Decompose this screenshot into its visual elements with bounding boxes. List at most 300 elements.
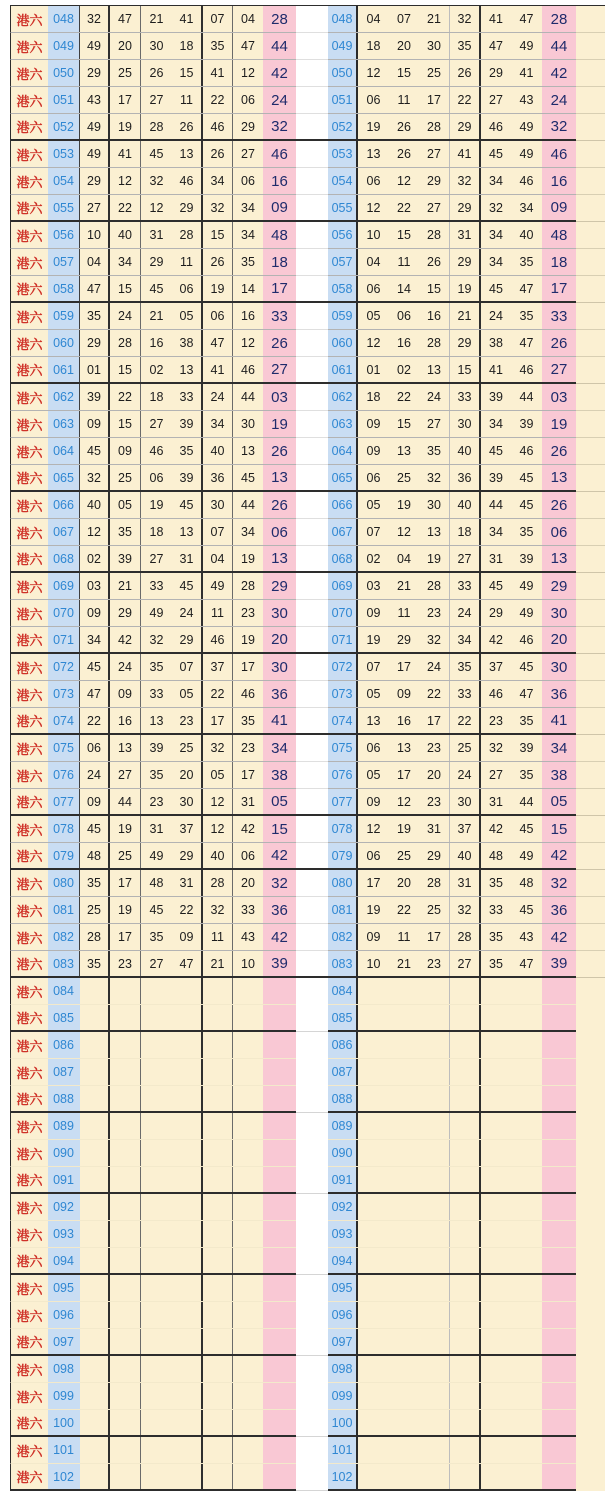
issue-number: 086 [48,1032,80,1058]
issue-number: 077 [328,789,358,814]
sorted-number: 46 [489,119,503,134]
issue-number: 049 [48,33,80,59]
left-table-row [10,141,296,168]
sorted-number: 15 [450,357,481,382]
drawn-number: 35 [203,33,233,59]
drawn-number: 20 [110,33,141,59]
special-number: 36 [542,681,576,707]
table-row [10,141,605,168]
drawn-number [141,1167,172,1192]
sorted-number: 43 [519,93,534,107]
sorted-number: 18 [366,390,381,404]
issue-number: 062 [48,384,80,410]
drawn-number: 24 [172,600,203,626]
left-table-row [10,1167,296,1194]
sorted-number [450,978,481,1004]
lottery-name-label: 港六 [16,633,43,648]
sorted-number [358,1410,389,1435]
sorted-number: 17 [397,660,411,674]
issue-number: 085 [328,1005,358,1030]
table-row [10,870,605,897]
drawn-number [110,1275,141,1301]
right-edge-strip [576,1437,605,1464]
lottery-name-label: 港六 [16,660,43,676]
left-table-row [10,60,296,87]
drawn-number [203,1221,233,1247]
special-number: 15 [263,816,296,842]
sorted-number [481,1005,511,1030]
sorted-number: 09 [366,606,381,620]
lottery-name-label: 港六 [16,12,43,28]
sorted-number: 41 [450,141,481,167]
sorted-number [389,1437,419,1463]
table-gap [296,1410,328,1437]
right-table-row [328,546,576,573]
drawn-number [233,1032,263,1058]
sorted-number [389,1302,419,1328]
sorted-number: 45 [519,822,534,836]
drawn-number [141,1437,172,1463]
right-edge-strip [576,1113,605,1140]
drawn-number: 49 [203,573,233,599]
sorted-number: 17 [419,87,450,113]
sorted-number [358,978,389,1004]
issue-number: 088 [328,1086,358,1111]
sorted-number [450,1437,481,1463]
drawn-number: 42 [241,822,255,836]
right-edge-strip [576,411,605,438]
sorted-number: 19 [366,119,381,134]
drawn-number [233,1248,263,1273]
drawn-number: 12 [110,168,141,194]
right-edge-strip [576,951,605,978]
drawn-number: 21 [203,951,233,976]
sorted-number: 23 [419,951,450,976]
sorted-number [389,1032,419,1058]
drawn-number: 03 [80,573,110,599]
drawn-number: 13 [172,141,203,167]
sorted-number: 07 [366,525,381,539]
sorted-number: 49 [519,147,534,161]
drawn-number [233,1140,263,1166]
drawn-number [110,1329,141,1354]
special-number [542,1221,576,1247]
right-table-row [328,1356,576,1383]
special-number [542,1356,576,1382]
table-gap [296,1275,328,1302]
drawn-number: 46 [203,114,233,139]
special-number: 42 [542,843,576,868]
sorted-number [419,1113,450,1139]
left-table-row [10,735,296,762]
sorted-number [389,978,419,1004]
drawn-number: 01 [80,357,110,382]
issue-number: 096 [328,1302,358,1328]
right-table-row [328,1140,576,1167]
drawn-number: 16 [241,309,255,323]
left-table-row [10,600,296,627]
sorted-number: 34 [489,417,503,431]
right-edge-strip [576,978,605,1005]
issue-number: 057 [328,249,358,275]
sorted-number: 46 [519,632,534,647]
issue-number: 099 [48,1383,80,1409]
drawn-number: 02 [80,546,110,571]
drawn-number: 35 [80,951,110,976]
sorted-number: 40 [450,492,481,518]
drawn-number [110,1059,141,1085]
sorted-number: 03 [366,579,381,593]
drawn-number: 18 [149,390,164,404]
right-edge-strip [576,1248,605,1275]
right-edge-strip [576,600,605,627]
drawn-number [110,1302,141,1328]
right-table-row [328,681,576,708]
sorted-number: 41 [519,66,534,80]
special-number: 20 [542,627,576,652]
drawn-number: 09 [80,600,110,626]
drawn-number [110,1248,141,1273]
right-table-row [328,1194,576,1221]
sorted-number [389,1140,419,1166]
sorted-number: 06 [366,93,381,107]
sorted-number: 19 [397,822,411,836]
right-edge-strip [576,1464,605,1491]
sorted-number: 24 [419,384,450,410]
right-edge-strip [576,168,605,195]
lottery-name-label: 港六 [16,768,43,784]
sorted-number: 12 [397,174,411,188]
drawn-number [172,1059,203,1085]
right-edge-strip [576,897,605,924]
drawn-number: 33 [149,687,164,701]
issue-number: 049 [328,33,358,59]
issue-number: 054 [48,168,80,194]
sorted-number [419,1194,450,1220]
left-table-row [10,708,296,735]
sorted-number: 29 [489,606,503,620]
sorted-number [450,1302,481,1328]
special-number: 48 [263,222,296,248]
issue-number: 094 [48,1248,80,1273]
sorted-number: 39 [519,417,534,431]
sorted-number: 32 [419,465,450,490]
left-table-row [10,1086,296,1113]
drawn-number: 29 [241,119,255,134]
special-number: 03 [542,384,576,410]
table-gap [296,1194,328,1221]
sorted-number: 35 [450,33,481,59]
table-gap [296,546,328,573]
table-row [10,1032,605,1059]
issue-number: 074 [328,708,358,733]
lottery-name-label: 港六 [16,849,43,864]
issue-number: 055 [48,195,80,220]
sorted-number: 29 [419,168,450,194]
sorted-number: 05 [366,768,381,782]
sorted-number: 32 [450,6,481,32]
table-row [10,33,605,60]
sorted-number: 25 [397,470,411,485]
sorted-number: 27 [450,546,481,571]
drawn-number: 12 [241,66,255,80]
sorted-number: 49 [519,119,534,134]
table-gap [296,951,328,978]
drawn-number: 32 [203,195,233,220]
right-table-row [328,330,576,357]
drawn-number: 05 [203,762,233,788]
issue-number: 067 [48,519,80,545]
sorted-number [481,1410,511,1435]
right-table-row [328,1221,576,1248]
drawn-number [141,1383,172,1409]
issue-number: 093 [328,1221,358,1247]
sorted-number [481,1059,511,1085]
left-table-row [10,114,296,141]
table-row [10,897,605,924]
left-table-row [10,1437,296,1464]
drawn-number [172,1356,203,1382]
special-number: 42 [542,924,576,950]
special-number: 24 [542,87,576,113]
sorted-number [419,1221,450,1247]
left-table-row [10,1410,296,1437]
drawn-number: 49 [149,848,164,863]
issue-number: 078 [328,816,358,842]
right-table-row [328,1059,576,1086]
right-table-row [328,762,576,789]
sorted-number: 30 [450,411,481,437]
sorted-number [511,1464,542,1489]
drawn-number [141,1032,172,1058]
sorted-number: 45 [489,444,503,458]
drawn-number [203,1194,233,1220]
drawn-number: 15 [172,60,203,86]
drawn-number [80,1086,110,1111]
lottery-name-label: 港六 [16,39,43,55]
drawn-number: 43 [80,87,110,113]
table-gap [296,357,328,384]
sorted-number: 32 [419,627,450,652]
right-table-row [328,1167,576,1194]
sorted-number: 31 [450,222,481,248]
special-number [263,1464,296,1489]
issue-number: 071 [328,627,358,652]
drawn-number [233,1302,263,1328]
drawn-number: 15 [110,411,141,437]
drawn-number [233,1356,263,1382]
sorted-number: 28 [450,924,481,950]
left-table-row [10,573,296,600]
right-edge-strip [576,1059,605,1086]
drawn-number [203,1059,233,1085]
drawn-number [80,1302,110,1328]
right-edge-strip [576,1329,605,1356]
special-number: 44 [263,33,296,59]
drawn-number: 15 [203,222,233,248]
drawn-number: 40 [203,438,233,464]
right-edge-strip [576,573,605,600]
issue-number: 056 [48,222,80,248]
sorted-number: 35 [419,438,450,464]
issue-number: 084 [328,978,358,1004]
lottery-name-label: 港六 [16,1092,43,1107]
right-edge-strip [576,303,605,330]
drawn-number: 35 [241,713,255,728]
drawn-number: 18 [172,33,203,59]
drawn-number [233,1005,263,1030]
issue-number: 095 [48,1275,80,1301]
sorted-number [481,1167,511,1192]
lottery-name-label: 港六 [16,795,43,810]
sorted-number: 09 [366,417,381,431]
sorted-number: 09 [366,930,381,944]
drawn-number [203,1329,233,1354]
drawn-number: 37 [203,654,233,680]
drawn-number [80,1194,110,1220]
drawn-number: 34 [241,228,255,242]
lottery-name-label: 港六 [16,147,43,163]
left-table-row [10,816,296,843]
sorted-number [419,1032,450,1058]
issue-number: 065 [328,465,358,490]
sorted-number [511,1194,542,1220]
right-edge-strip [576,1032,605,1059]
issue-number: 070 [328,600,358,626]
lottery-name-label: 港六 [16,498,43,514]
special-number: 26 [263,438,296,464]
sorted-number [511,1059,542,1085]
lottery-name-label: 港六 [16,1335,43,1350]
right-table-row [328,789,576,816]
lottery-name-label: 港六 [16,1173,43,1188]
table-row [10,789,605,816]
drawn-number: 20 [172,762,203,788]
issue-number: 059 [48,303,80,329]
sorted-number [419,1248,450,1273]
drawn-number [141,1059,172,1085]
sorted-number: 32 [450,168,481,194]
table-row [10,60,605,87]
drawn-number [203,1167,233,1192]
sorted-number: 45 [519,660,534,674]
sorted-number: 31 [489,551,503,566]
issue-number: 057 [48,249,80,275]
left-table-row [10,1275,296,1302]
drawn-number: 06 [172,276,203,301]
sorted-number: 39 [489,470,503,485]
drawn-number: 13 [241,444,255,458]
lottery-name-label: 港六 [16,1011,43,1026]
drawn-number: 09 [110,438,141,464]
sorted-number: 05 [366,309,381,323]
drawn-number: 19 [241,632,255,647]
drawn-number: 15 [110,357,141,382]
drawn-number [110,1437,141,1463]
drawn-number: 12 [203,816,233,842]
right-table-row [328,438,576,465]
drawn-number: 23 [241,741,255,755]
sorted-number: 31 [489,794,503,809]
right-table-row [328,222,576,249]
sorted-number: 16 [397,336,411,350]
table-row [10,438,605,465]
sorted-number: 30 [419,33,450,59]
right-edge-strip [576,654,605,681]
sorted-number: 32 [450,897,481,923]
sorted-number: 04 [366,255,381,269]
special-number [263,1248,296,1273]
right-table-row [328,735,576,762]
drawn-number [172,1302,203,1328]
lottery-name-label: 港六 [16,93,43,109]
drawn-number: 46 [241,362,255,377]
right-table-row [328,1437,576,1464]
special-number [542,1437,576,1463]
drawn-number [110,1221,141,1247]
issue-number: 063 [328,411,358,437]
drawn-number: 45 [172,492,203,518]
drawn-number: 17 [110,924,141,950]
drawn-number: 29 [172,627,203,652]
sorted-number: 35 [489,956,503,971]
sorted-number: 33 [450,573,481,599]
drawn-number: 25 [110,465,141,490]
drawn-number [233,1221,263,1247]
sorted-number: 23 [419,789,450,814]
right-table-row [328,951,576,978]
lottery-name-label: 港六 [16,1308,43,1324]
issue-number: 090 [328,1140,358,1166]
lottery-name-label: 港六 [16,1470,43,1485]
sorted-number: 26 [419,249,450,275]
sorted-number: 30 [450,789,481,814]
sorted-number [419,978,450,1004]
sorted-number: 06 [366,848,381,863]
sorted-number [450,1329,481,1354]
sorted-number [358,1086,389,1111]
right-table-row [328,33,576,60]
sorted-number: 11 [397,930,411,944]
table-row [10,1329,605,1356]
sorted-number: 02 [366,551,381,566]
table-gap [296,1356,328,1383]
special-number: 36 [263,897,296,923]
special-number: 33 [542,303,576,329]
drawn-number: 27 [149,956,164,971]
right-table-row [328,384,576,411]
drawn-number: 23 [110,951,141,976]
drawn-number: 24 [203,384,233,410]
drawn-number: 22 [110,384,141,410]
issue-number: 065 [48,465,80,490]
sorted-number: 31 [450,870,481,896]
sorted-number: 47 [519,281,534,296]
drawn-number: 34 [203,168,233,194]
sorted-number: 06 [366,470,381,485]
left-table-row [10,6,296,33]
drawn-number [141,1086,172,1111]
drawn-number: 29 [149,255,164,269]
drawn-number [233,1437,263,1463]
sorted-number: 29 [450,195,481,220]
special-number: 38 [542,762,576,788]
special-number [263,1005,296,1030]
sorted-number: 41 [489,12,503,26]
table-gap [296,384,328,411]
issue-number: 069 [48,573,80,599]
table-gap [296,276,328,303]
